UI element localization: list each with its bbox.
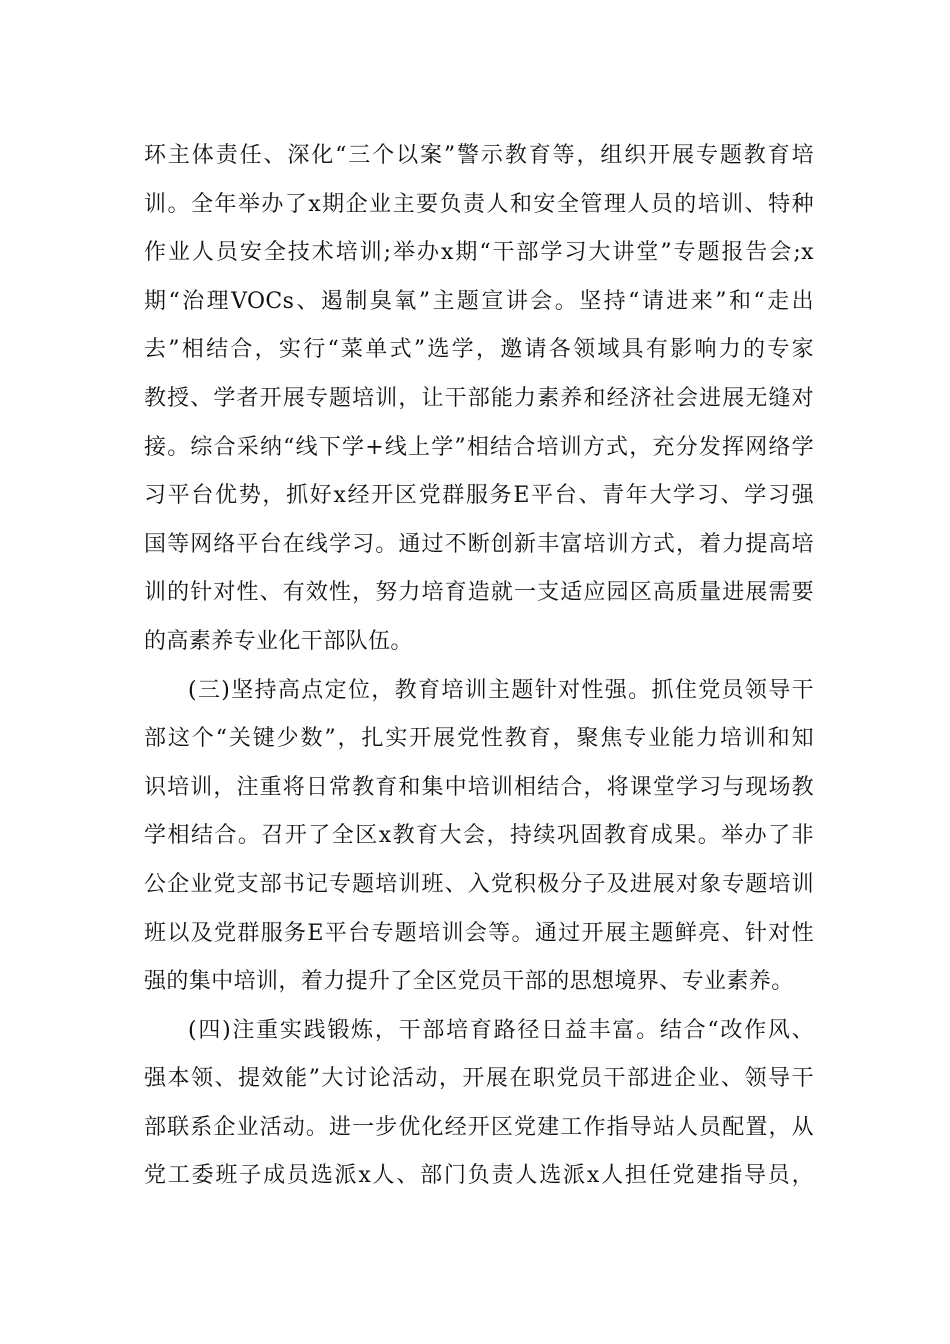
text-line: 公企业党支部书记专题培训班、入党积极分子及进展对象专题培训 bbox=[144, 871, 814, 897]
text-line: 环主体责任、深化“三个以案”警示教育等，组织开展专题教育培 bbox=[144, 143, 814, 168]
text-line: 的高素养专业化干部队伍。 bbox=[144, 628, 413, 654]
text-line: 部这个“关键少数”，扎实开展党性教育，聚焦专业能力培训和知 bbox=[144, 726, 814, 752]
text-line: 国等网络平台在线学习。通过不断创新丰富培训方式，着力提高培 bbox=[144, 531, 814, 557]
text-line: 训的针对性、有效性，努力培育造就一支适应园区高质量进展需要 bbox=[144, 580, 814, 606]
text-line: 训。全年举办了x期企业主要负责人和安全管理人员的培训、特种 bbox=[144, 191, 814, 217]
text-line: 识培训，注重将日常教育和集中培训相结合，将课堂学习与现场教 bbox=[144, 774, 814, 800]
text-line: 强本领、提效能”大讨论活动，开展在职党员干部进企业、领导干 bbox=[144, 1066, 814, 1092]
paragraph-heading-four: (四)注重实践锻炼，干部培育路径日益丰富。结合“改作风、 bbox=[188, 1017, 814, 1043]
text-line: 教授、学者开展专题培训，让干部能力素养和经济社会进展无缝对 bbox=[144, 385, 814, 411]
text-line: 党工委班子成员选派x人、部门负责人选派x人担任党建指导员， bbox=[144, 1163, 814, 1189]
text-line: 班以及党群服务E平台专题培训会等。通过开展主题鲜亮、针对性 bbox=[144, 920, 814, 946]
text-line: 学相结合。召开了全区x教育大会，持续巩固教育成果。举办了非 bbox=[144, 823, 814, 849]
text-line: 强的集中培训，着力提升了全区党员干部的思想境界、专业素养。 bbox=[144, 969, 794, 995]
paragraph-heading-three: (三)坚持高点定位，教育培训主题针对性强。抓住党员领导干 bbox=[188, 677, 814, 703]
body-text bbox=[144, 132, 814, 1201]
text-line: 部联系企业活动。进一步优化经开区党建工作指导站人员配置，从 bbox=[144, 1114, 814, 1140]
text-line: 作业人员安全技术培训;举办x期“干部学习大讲堂”专题报告会;x bbox=[144, 240, 814, 266]
text-line: 去”相结合，实行“菜单式”选学，邀请各领域具有影响力的专家 bbox=[144, 337, 814, 363]
text-line: 习平台优势，抓好x经开区党群服务E平台、青年大学习、学习强 bbox=[144, 483, 814, 509]
text-line: 接。综合采纳“线下学+线上学”相结合培训方式，充分发挥网络学 bbox=[144, 434, 814, 460]
text-line: 期“治理VOCs、遏制臭氧”主题宣讲会。坚持“请进来”和“走出 bbox=[144, 288, 814, 314]
